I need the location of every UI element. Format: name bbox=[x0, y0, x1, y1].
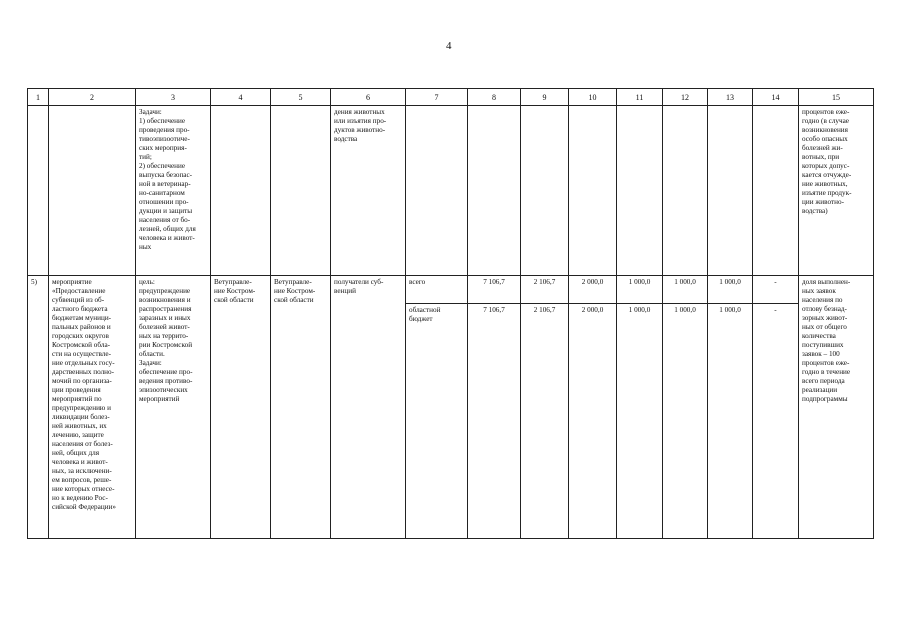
cont-cell-11 bbox=[617, 106, 663, 276]
fund-regional-c14: - bbox=[753, 304, 799, 539]
row-5-executor: Ветуправле- ние Костром- ской области bbox=[211, 276, 271, 539]
row-5-number: 5) bbox=[28, 276, 49, 539]
cont-cell-14 bbox=[753, 106, 799, 276]
col-header-15: 15 bbox=[799, 89, 874, 106]
cont-cell-9 bbox=[521, 106, 569, 276]
fund-regional-c13: 1 000,0 bbox=[708, 304, 753, 539]
row-5-event: мероприятие «Предоставление субвенций из об- ластного бюджета бюджетам муници- пальных районов и городских округов Костромской обла- сти на осуществле- ние отдельных госу- дарственных полно- мочий по организа- ции проведения мероприятий по предупреждению и ликвидации болез- ней животных, их лечению, защите населения от болез- ней, общих для человека и живот- ных, за исключени- ем вопросов, реше- ние которых отнесе- но к ведению Рос- сийской Федерации» bbox=[49, 276, 136, 539]
col-header-14: 14 bbox=[753, 89, 799, 106]
fund-total-c8: 7 106,7 bbox=[468, 276, 521, 304]
fund-regional-c12: 1 000,0 bbox=[663, 304, 708, 539]
cont-recipients: дения животных или изъятия про- дуктов животно- водства bbox=[331, 106, 406, 276]
fund-regional-c8: 7 106,7 bbox=[468, 304, 521, 539]
cont-cell-5 bbox=[271, 106, 331, 276]
cont-cell-2 bbox=[49, 106, 136, 276]
fund-total-c11: 1 000,0 bbox=[617, 276, 663, 304]
col-header-10: 10 bbox=[569, 89, 617, 106]
col-header-12: 12 bbox=[663, 89, 708, 106]
row-5-indicator: доля выполнен- ных заявок населения по отлову безнад- зорных живот- ных от общего количества поступивших заявок – 100 процентов еже- годно в течение всего периода реализации подпрограммы bbox=[799, 276, 874, 539]
col-header-5: 5 bbox=[271, 89, 331, 106]
page-number: 4 bbox=[446, 40, 452, 52]
program-table bbox=[27, 88, 874, 539]
cont-cell-8 bbox=[468, 106, 521, 276]
col-header-3: 3 bbox=[136, 89, 211, 106]
col-header-1: 1 bbox=[28, 89, 49, 106]
cont-cell-1 bbox=[28, 106, 49, 276]
fund-total-c14: - bbox=[753, 276, 799, 304]
cont-cell-13 bbox=[708, 106, 753, 276]
col-header-7: 7 bbox=[406, 89, 468, 106]
fund-regional-c9: 2 106,7 bbox=[521, 304, 569, 539]
continuation-row bbox=[28, 106, 874, 276]
col-header-13: 13 bbox=[708, 89, 753, 106]
cont-tasks: Задачи: 1) обеспечение проведения про- тивоэпизоотиче- ских мероприя- тий; 2) обеспечение выпуска безопас- ной в ветеринар- но-санитарном отношении про- дукции и защиты населения от бо- лезней, общих для человека и живот- ных bbox=[136, 106, 211, 276]
fund-regional-c10: 2 000,0 bbox=[569, 304, 617, 539]
fund-total-c10: 2 000,0 bbox=[569, 276, 617, 304]
col-header-2: 2 bbox=[49, 89, 136, 106]
fund-regional-label: областной бюджет bbox=[406, 304, 468, 539]
column-number-row bbox=[28, 89, 874, 106]
cont-cell-10 bbox=[569, 106, 617, 276]
col-header-6: 6 bbox=[331, 89, 406, 106]
cont-indicator: процентов еже- годно (в случае возникновения особо опасных болезней жи- вотных, при которых допус- кается отчужде- ние животных, изъятие продук- ции животно- водства) bbox=[799, 106, 874, 276]
col-header-4: 4 bbox=[211, 89, 271, 106]
fund-total-c12: 1 000,0 bbox=[663, 276, 708, 304]
fund-total-c9: 2 106,7 bbox=[521, 276, 569, 304]
row-5-coexecutor: Ветуправле- ние Костром- ской области bbox=[271, 276, 331, 539]
col-header-9: 9 bbox=[521, 89, 569, 106]
row-5-recipients: получатели суб- венций bbox=[331, 276, 406, 539]
row-5-total bbox=[28, 276, 874, 304]
col-header-8: 8 bbox=[468, 89, 521, 106]
cont-cell-12 bbox=[663, 106, 708, 276]
fund-regional-c11: 1 000,0 bbox=[617, 304, 663, 539]
cont-cell-4 bbox=[211, 106, 271, 276]
cont-cell-7 bbox=[406, 106, 468, 276]
fund-total-label: всего bbox=[406, 276, 468, 304]
row-5-goal: цель: предупреждение возникновения и распространения заразных и иных болезней живот- ных на террито- рии Костромской области. Задачи: обеспечение про- ведения противо- эпизоотических мероприятий bbox=[136, 276, 211, 539]
fund-total-c13: 1 000,0 bbox=[708, 276, 753, 304]
col-header-11: 11 bbox=[617, 89, 663, 106]
